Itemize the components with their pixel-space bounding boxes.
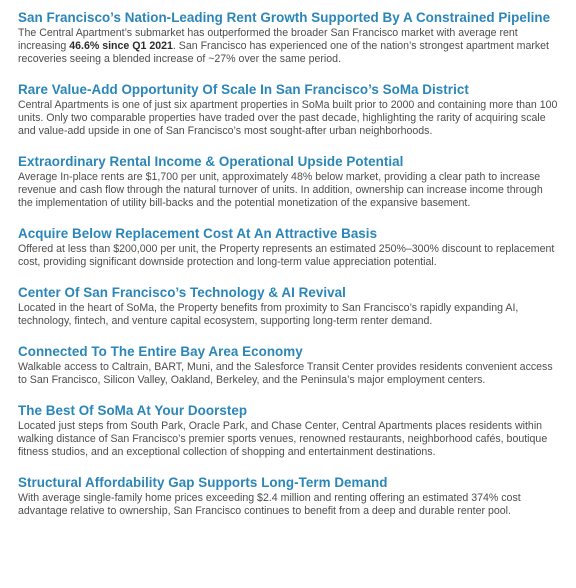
body-text: . San Francisco has experienced one of the nation’s strongest apartment market recoveries seeing a blended increase of ~27% over the same period. [18, 40, 549, 65]
body-text: Located just steps from South Park, Oracle Park, and Chase Center, Central Apartments places residents within walking distance of San Francisco’s premier sports venues, renowned restaurants, neighborhood cafés, boutique fitness studios, and an exceptional collection of shopping and entertainment destinations. [18, 420, 548, 458]
highlight-section [18, 285, 558, 328]
section-heading: Acquire Below Replacement Cost At An Attractive Basis [18, 226, 378, 241]
body-text: Central Apartments is one of just six apartment properties in SoMa built prior to 2000 and containing more than 100 units. Only two comparable properties have traded over the past decade, highlighting the rarity of acquiring scale and value-add upside in one of San Francisco’s most sought-after urban neighborhoods. [18, 99, 558, 137]
section-body [18, 171, 558, 210]
highlight-section [18, 344, 558, 387]
body-text: Average In-place rents are $1,700 per unit, approximately 48% below market, providing a clear path to increase revenue and cash flow through the natural turnover of units. In addition, ownership can increase income through the implementation of utility bill-backs and the potential monetization of the expansive basement. [18, 171, 543, 209]
highlight-section [18, 226, 558, 269]
section-heading: Extraordinary Rental Income & Operational Upside Potential [18, 154, 404, 169]
section-body [18, 492, 558, 518]
section-heading: Connected To The Entire Bay Area Economy [18, 344, 303, 359]
body-text: The Central Apartment’s submarket has outperformed the broader San Francisco market with average rent increasing [18, 27, 518, 52]
section-body [18, 27, 558, 66]
body-text: Located in the heart of SoMa, the Property benefits from proximity to San Francisco’s rapidly expanding AI, technology, fintech, and venture capital ecosystem, supporting long-term renter demand. [18, 302, 519, 327]
highlight-section [18, 403, 558, 459]
section-body [18, 243, 558, 269]
section-heading: The Best Of SoMa At Your Doorstep [18, 403, 248, 418]
section-body [18, 361, 558, 387]
section-body [18, 99, 558, 138]
section-body [18, 420, 558, 459]
highlight-section [18, 82, 558, 138]
highlight-section [18, 154, 558, 210]
section-heading: Center Of San Francisco’s Technology & AI Revival [18, 285, 346, 300]
section-heading: Structural Affordability Gap Supports Long-Term Demand [18, 475, 388, 490]
body-text: With average single-family home prices exceeding $2.4 million and renting offering an estimated 374% cost advantage relative to ownership, San Francisco continues to benefit from a deep and durable renter pool. [18, 492, 521, 517]
section-heading: Rare Value-Add Opportunity Of Scale In San Francisco’s SoMa District [18, 82, 469, 97]
highlights-list [18, 10, 558, 518]
highlight-section [18, 475, 558, 518]
section-heading: San Francisco’s Nation-Leading Rent Growth Supported By A Constrained Pipeline [18, 10, 551, 25]
body-text: Offered at less than $200,000 per unit, the Property represents an estimated 250%–300% discount to replacement cost, providing significant downside protection and long-term value appreciation potential. [18, 243, 555, 268]
emphasis-text: 46.6% since Q1 2021 [69, 40, 173, 52]
highlight-section [18, 10, 558, 66]
body-text: Walkable access to Caltrain, BART, Muni, and the Salesforce Transit Center provides residents convenient access to San Francisco, Silicon Valley, Oakland, Berkeley, and the Peninsula’s major employment centers. [18, 361, 553, 386]
section-body [18, 302, 558, 328]
